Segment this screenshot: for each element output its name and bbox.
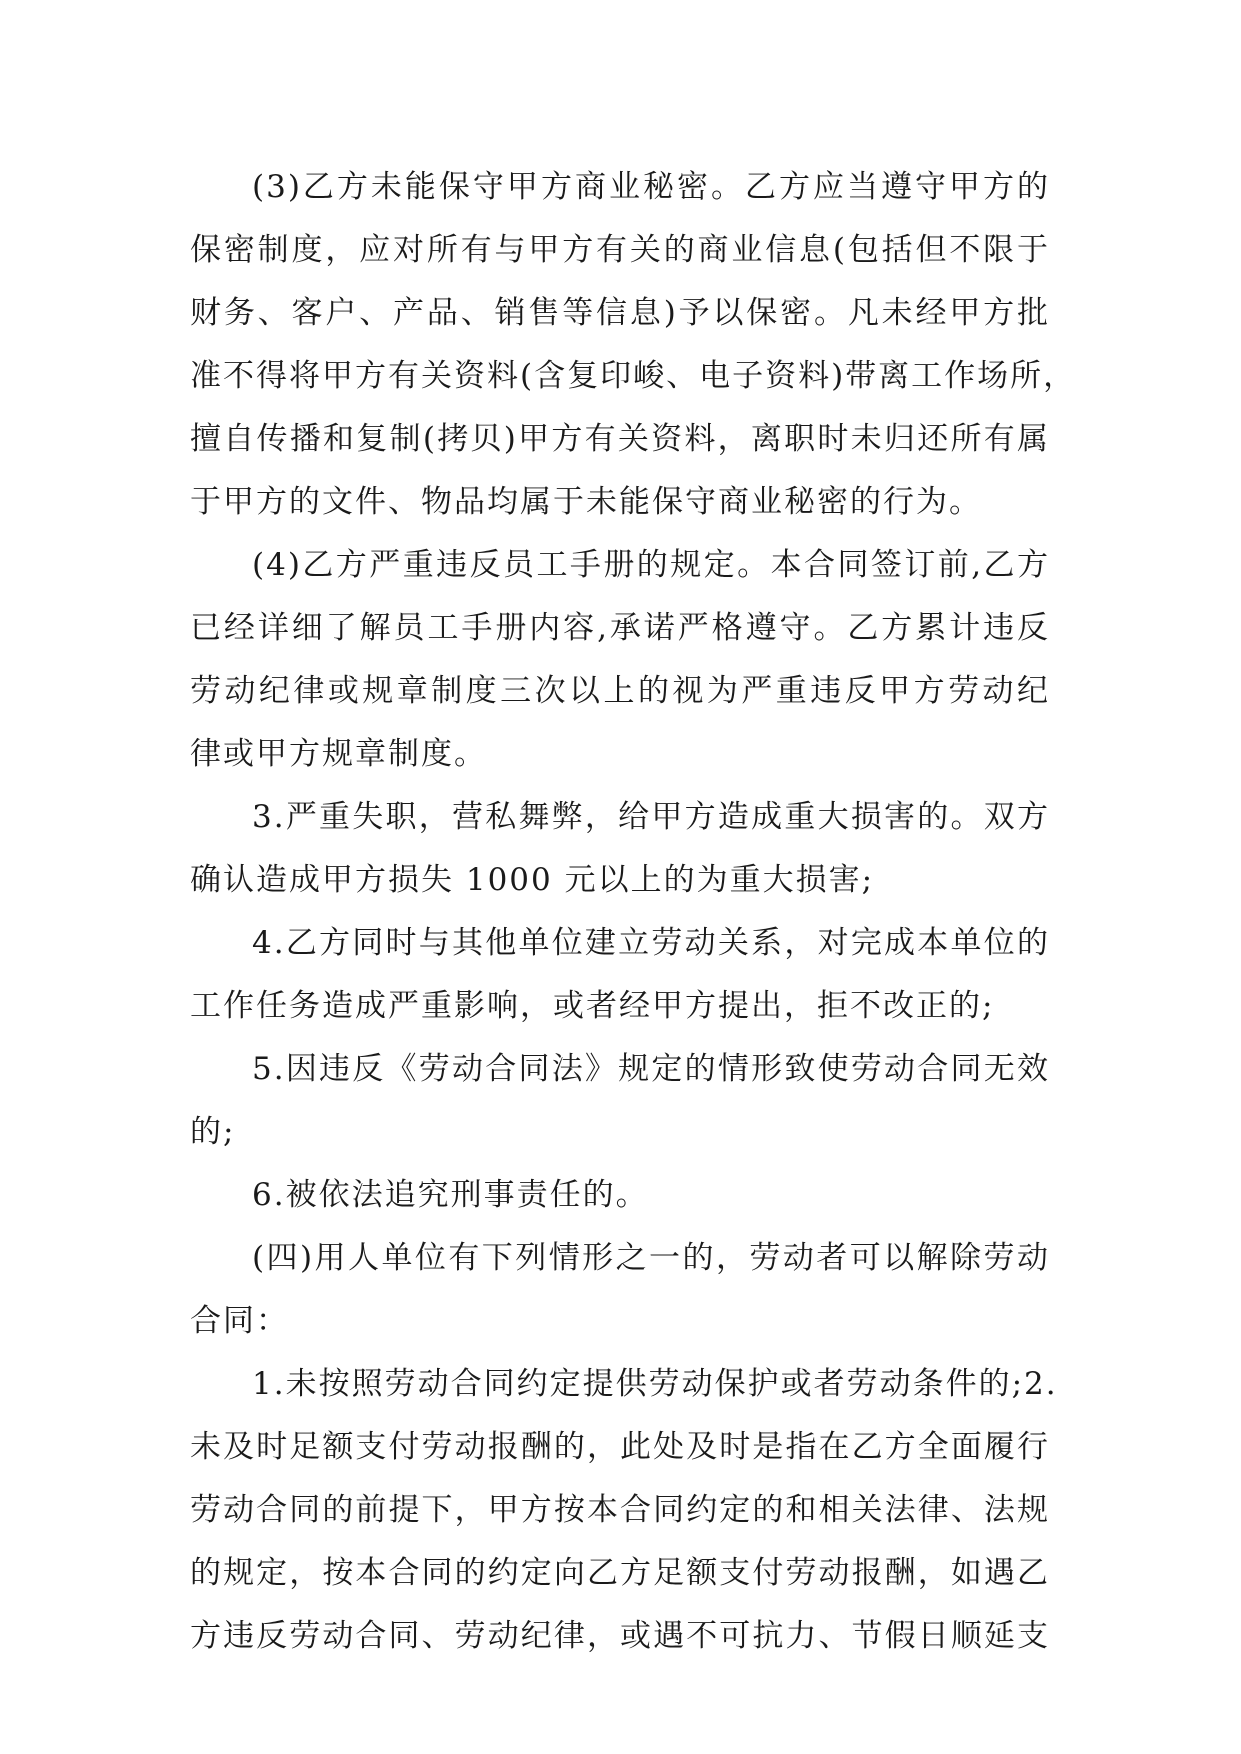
text-line: (四)用人单位有下列情形之一的，劳动者可以解除劳动	[252, 1240, 1050, 1276]
text-line: 保密制度，应对所有与甲方有关的商业信息(包括但不限于	[190, 232, 1050, 268]
text-line: 的规定，按本合同的约定向乙方足额支付劳动报酬，如遇乙	[190, 1555, 1050, 1591]
text-line: 于甲方的文件、物品均属于未能保守商业秘密的行为。	[190, 484, 982, 520]
text-line: 劳动合同的前提下，甲方按本合同约定的和相关法律、法规	[190, 1492, 1050, 1528]
text-line: 5.因违反《劳动合同法》规定的情形致使劳动合同无效	[252, 1051, 1050, 1087]
document-body	[190, 156, 1077, 1668]
text-line: 的;	[190, 1114, 236, 1150]
text-line: 律或甲方规章制度。	[190, 736, 487, 772]
text-line: (3)乙方未能保守甲方商业秘密。乙方应当遵守甲方的	[252, 169, 1050, 205]
text-line: 3.严重失职，营私舞弊，给甲方造成重大损害的。双方	[252, 799, 1050, 835]
text-line: 确认造成甲方损失 1000 元以上的为重大损害;	[190, 862, 875, 898]
text-line: 劳动纪律或规章制度三次以上的视为严重违反甲方劳动纪	[190, 673, 1050, 709]
text-line: (4)乙方严重违反员工手册的规定。本合同签订前,乙方	[252, 547, 1050, 583]
text-line: 擅自传播和复制(拷贝)甲方有关资料，离职时未归还所有属	[190, 421, 1050, 457]
text-line: 1.未按照劳动合同约定提供劳动保护或者劳动条件的;2.	[252, 1366, 1058, 1402]
text-line: 已经详细了解员工手册内容,承诺严格遵守。乙方累计违反	[190, 610, 1050, 646]
text-line: 工作任务造成严重影响，或者经甲方提出，拒不改正的;	[190, 988, 995, 1024]
text-line: 4.乙方同时与其他单位建立劳动关系，对完成本单位的	[252, 925, 1050, 961]
text-line: 方违反劳动合同、劳动纪律，或遇不可抗力、节假日顺延支	[190, 1618, 1050, 1654]
text-line: 合同：	[190, 1303, 289, 1339]
text-line: 6.被依法追究刑事责任的。	[252, 1177, 649, 1213]
text-line: 未及时足额支付劳动报酬的，此处及时是指在乙方全面履行	[190, 1429, 1050, 1465]
text-line: 财务、客户、产品、销售等信息)予以保密。凡未经甲方批	[190, 295, 1050, 331]
text-line: 准不得将甲方有关资料(含复印峻、电子资料)带离工作场所，	[190, 358, 1077, 394]
